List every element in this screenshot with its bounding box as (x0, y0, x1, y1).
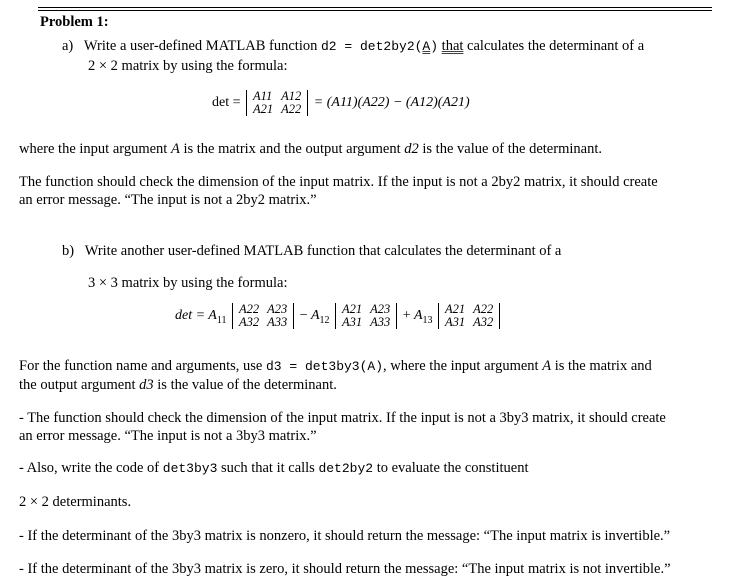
fn-a: A (542, 358, 552, 374)
code-det3by3: det3by3 (162, 461, 218, 476)
m21: A21 (253, 102, 274, 116)
part-b-text: Write another user-defined MATLAB function that calculates the determinant of a (84, 243, 562, 259)
fn-line2-pre: the output argument (19, 377, 140, 393)
formula-b-lhs: det = A (175, 308, 217, 324)
check-2by2-line1: The function should check the dimension of the input matrix. If the input is not a 2by2 matrix, it should create (19, 174, 658, 190)
part-b-label: b) (62, 243, 75, 259)
a12-sub: 12 (319, 315, 330, 327)
minor3-d: A32 (473, 315, 494, 329)
part-b-line2: 3 × 3 matrix by using the formula: (88, 275, 288, 291)
a11-sub: 11 (216, 315, 227, 327)
minor1-b: A23 (267, 302, 288, 316)
top-rule-2 (38, 10, 712, 11)
plus-sign: + (402, 308, 411, 324)
minor1-a: A22 (239, 302, 260, 316)
also-pre: - Also, write the code of (19, 460, 163, 476)
part-b-line1 (62, 243, 561, 260)
fn-line2 (19, 377, 337, 394)
fn-d3: d3 (139, 377, 154, 393)
also-line (19, 460, 528, 477)
minor3-a: A21 (445, 302, 466, 316)
function-signature-d3: d3 = det3by3(A) (265, 359, 384, 374)
a13-sub: 13 (422, 315, 433, 327)
nonzero-line: - If the determinant of the 3by3 matrix is nonzero, it should return the message: “The input matrix is invertible.” (19, 528, 671, 544)
problem-title: Problem 1: (40, 14, 109, 30)
check-2by2-line2: an error message. “The input is not a 2by2 matrix.” (19, 192, 317, 208)
a12: A (310, 308, 320, 324)
minor-2 (335, 303, 397, 329)
formula-2x2 (212, 90, 470, 116)
fn-line2-post: is the value of the determinant. (153, 377, 337, 393)
top-rule-1 (38, 7, 712, 8)
function-signature-d2: d2 = det2by2( (321, 39, 423, 54)
where-a: A (170, 141, 180, 157)
that-link[interactable]: that (441, 38, 464, 54)
fn-pre: For the function name and arguments, use (19, 358, 266, 374)
a13: A (413, 308, 423, 324)
code-close: ) (430, 39, 439, 54)
check-3by3-line2: an error message. “The input is not a 3by3 matrix.” (19, 428, 317, 444)
where-post: is the value of the determinant. (418, 141, 602, 157)
part-a-line1 (62, 38, 644, 55)
part-a-line2: 2 × 2 matrix by using the formula: (88, 58, 288, 74)
minor2-c: A31 (342, 315, 363, 329)
zero-line: - If the determinant of the 3by3 matrix is zero, it should return the message: “The input matrix is not invertible.” (19, 561, 671, 577)
arg-a-link[interactable]: A (422, 39, 431, 54)
also-mid: such that it calls (217, 460, 319, 476)
fn-line1 (19, 358, 652, 375)
minus-sign: − (299, 308, 308, 324)
minor1-d: A33 (267, 315, 288, 329)
code-det2by2: det2by2 (318, 461, 374, 476)
minor-3 (438, 303, 500, 329)
also-post: to evaluate the constituent (373, 460, 529, 476)
fn-post: is the matrix and (551, 358, 652, 374)
m12: A12 (281, 89, 302, 103)
minor2-b: A23 (370, 302, 391, 316)
part-a-text-post: calculates the determinant of a (463, 38, 645, 54)
where-d2: d2 (404, 141, 419, 157)
minor3-c: A31 (445, 315, 466, 329)
minor-1 (232, 303, 294, 329)
formula-lhs: det = (212, 95, 241, 111)
minor2-d: A33 (370, 315, 391, 329)
m22: A22 (281, 102, 302, 116)
where-mid: is the matrix and the output argument (179, 141, 405, 157)
fn-mid: , where the input argument (383, 358, 543, 374)
where-line (19, 141, 602, 158)
check-3by3-line1: - The function should check the dimension of the input matrix. If the input is not a 3by3 matrix, it should create (19, 410, 666, 426)
dets-line: 2 × 2 determinants. (19, 494, 132, 510)
m11: A11 (253, 89, 273, 103)
part-a-text: Write a user-defined MATLAB function (83, 38, 321, 54)
matrix-2x2 (246, 90, 308, 116)
where-pre: where the input argument (19, 141, 171, 157)
minor3-b: A22 (473, 302, 494, 316)
minor2-a: A21 (342, 302, 363, 316)
formula-3x3 (175, 303, 502, 331)
minor1-c: A32 (239, 315, 260, 329)
formula-rhs: = (A11)(A22) − (A12)(A21) (313, 95, 470, 111)
part-a-label: a) (62, 38, 74, 54)
